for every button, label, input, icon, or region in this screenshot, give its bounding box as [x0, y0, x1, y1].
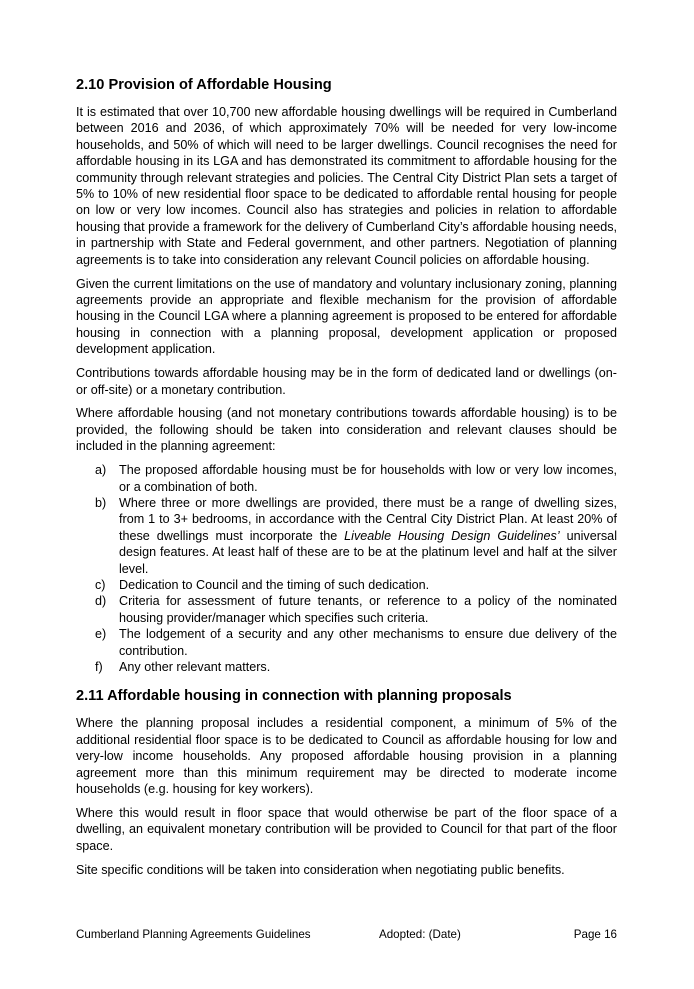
list-item-text: The lodgement of a security and any other mechanisms to ensure due delivery of the contribution.: [119, 627, 617, 658]
list-item-text: Any other relevant matters.: [119, 660, 271, 674]
guidelines-title: Liveable Housing Design Guidelines’: [344, 528, 560, 543]
list-item-text: The proposed affordable housing must be for households with low or very low incomes, or a combination of both.: [119, 463, 617, 494]
list-item: [76, 659, 617, 675]
footer-adopted-date: Adopted: (Date): [379, 928, 461, 941]
footer-page-number: Page 16: [573, 928, 617, 941]
list-marker: b): [95, 495, 107, 510]
paragraph-considerations-intro: Where affordable housing (and not monetary contributions towards affordable housing) is to be provided, the following should be taken into consideration and relevant clauses should be included in the planning agreement:: [76, 406, 617, 454]
section-heading-2-10: 2.10 Provision of Affordable Housing: [76, 77, 332, 93]
paragraph-contribution-forms: Contributions towards affordable housing may be in the form of dedicated land or dwellings (on- or off-site) or a monetary contribution.: [76, 366, 617, 397]
list-marker: d): [95, 594, 107, 609]
list-item: [76, 626, 617, 659]
considerations-list: [76, 462, 617, 675]
list-item: [76, 462, 617, 495]
list-item: [76, 593, 617, 626]
list-marker: f): [95, 660, 103, 674]
paragraph-residential-component: Where the planning proposal includes a residential component, a minimum of 5% of the additional residential floor space is to be dedicated to Council as affordable housing for low and very-low income households. Any proposed affordable housing provision in a planning agreement more than this minimum requirement may be directed to moderate income households (e.g. housing for key workers).: [76, 716, 617, 797]
document-page: [76, 76, 617, 886]
paragraph-monetary-equivalent: Where this would result in floor space that would otherwise be part of the floor space of a dwelling, an equivalent monetary contribution will be provided to Council for that part of the floor space.: [76, 805, 617, 853]
list-item-text: Criteria for assessment of future tenants, or reference to a policy of the nominated housing provider/manager which specifies such criteria.: [119, 594, 617, 625]
section-heading-2-11: 2.11 Affordable housing in connection with planning proposals: [76, 688, 512, 705]
list-item-text: Where three or more dwellings are provided, there must be a range of dwelling sizes, from 1 to 3+ bedrooms, in accordance with the Central City District Plan. At least 20% of these dwellings must incorporate the: [119, 495, 617, 543]
list-item: [76, 495, 617, 577]
list-item: [76, 577, 617, 593]
paragraph-site-conditions: Site specific conditions will be taken into consideration when negotiating public benefits.: [76, 862, 565, 877]
list-item-text: Dedication to Council and the timing of such dedication.: [119, 577, 430, 592]
list-marker: e): [95, 627, 107, 642]
paragraph-inclusionary-zoning: Given the current limitations on the use of mandatory and voluntary inclusionary zoning, planning agreements provide an appropriate and flexible mechanism for the provision of affordable housing in the Council LGA where a planning agreement is proposed to be entered for affordable housing in connection with a planning proposal, development application or proposed development application.: [76, 276, 617, 357]
list-marker: a): [95, 463, 107, 478]
footer-document-title: Cumberland Planning Agreements Guidelines: [76, 928, 311, 941]
list-item-text: universal design features. At least half of these are to be at the platinum level and half at the silver level.: [119, 528, 617, 576]
paragraph-affordable-estimate: It is estimated that over 10,700 new affordable housing dwellings will be required in Cumberland between 2016 and 2036, of which approximately 70% will be needed for very low-income households, and 50% of which will need to be larger dwellings. Council recognises the need for affordable housing in its LGA and has demonstrated its commitment to affordable housing for the community through relevant strategies and policies. The Central City District Plan sets a target of 5% to 10% of new residential floor space to be dedicated to affordable rental housing for people on low or very low incomes. Council also has strategies and policies in relation to affordable housing that provide a framework for the delivery of Cumberland City’s affordable housing needs, in partnership with State and Federal government, and other partners. Negotiation of planning agreements is to take into consideration any relevant Council policies on affordable housing.: [76, 105, 617, 267]
list-marker: c): [95, 577, 106, 592]
